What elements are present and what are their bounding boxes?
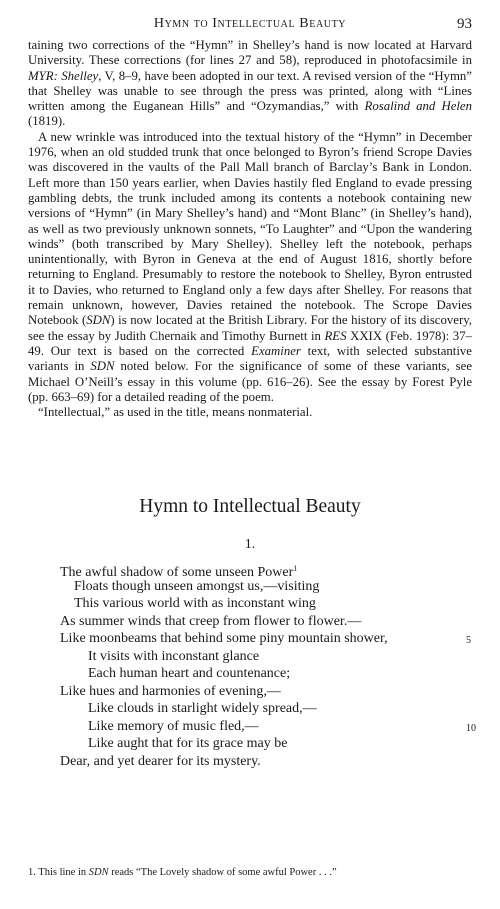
poem-line <box>60 753 480 771</box>
running-title: Hymn to Intellectual Beauty <box>153 16 347 31</box>
text-run: ) is now located at the British Library. For the history of its discovery, see the essay by Judith Chernaik and Timothy Burnett in <box>28 313 472 343</box>
text-run: text, with selected substantive variants in <box>28 343 472 374</box>
italic-text: RES <box>324 328 347 343</box>
poem-line <box>60 718 480 736</box>
poem-line-text: Like moonbeams that behind some piny mountain shower, <box>60 631 388 646</box>
line-number: 10 <box>466 722 476 734</box>
poem-line-text: Like hues and harmonies of evening,— <box>60 683 281 699</box>
poem-line <box>60 648 480 666</box>
text-run: taining two corrections of the “Hymn” in Shelley’s hand is now located at Harvard University. These corrections (for lines 27 and 58), reproduced in photofacsimile in <box>28 38 472 68</box>
headnote-text <box>28 38 472 420</box>
italic-text: SDN <box>86 313 111 328</box>
poem-line <box>60 683 480 701</box>
text-run: noted below. For the significance of some of these variants, see Michael O’Neill’s essay in this volume (pp. 616–26). See the essay by Forest Pyle (pp. 663–69) for a detailed reading of the poem. <box>28 359 472 404</box>
italic-text: SDN <box>90 359 115 374</box>
poem-line <box>60 560 480 578</box>
footnote <box>28 867 472 878</box>
text-run: “Intellectual,” as used in the title, means nonmaterial. <box>38 405 313 420</box>
poem-line-text: Like aught that for its grace may be <box>88 736 288 751</box>
poem-stanza <box>60 560 480 770</box>
italic-text: Rosalind and Helen <box>364 99 473 114</box>
italic-text: Examiner <box>251 343 301 358</box>
poem-line <box>60 595 480 613</box>
poem-line-text: As summer winds that creep from flower to flower.— <box>60 613 362 629</box>
poem-line-text: Dear, and yet dearer for its mystery. <box>60 753 261 769</box>
paragraph <box>28 38 472 130</box>
poem-title: Hymn to Intellectual Beauty <box>139 496 361 517</box>
line-number: 5 <box>466 635 471 646</box>
page-header <box>28 16 472 36</box>
paragraph <box>28 130 472 405</box>
poem-line-text: The awful shadow of some unseen Power <box>60 565 294 580</box>
poem-line-text: Floats though unseen amongst us,—visiting <box>74 578 320 594</box>
italic-text: MYR: Shelley <box>28 68 99 83</box>
text-run: reads “The Lovely shadow of some awful Power . . .” <box>108 867 337 878</box>
poem-line-text: Like memory of music fled,— <box>88 718 259 734</box>
poem-line <box>60 578 480 596</box>
poem-line <box>60 630 480 648</box>
poem-line <box>60 613 480 631</box>
poem-line <box>60 665 480 683</box>
poem-line <box>60 700 480 718</box>
text-run: 1. This line in <box>28 867 89 878</box>
footnote-marker: 1 <box>293 564 298 573</box>
stanza-number: 1. <box>244 537 256 552</box>
text-run: , V, 8–9, have been adopted in our text. A revised version of the “Hymn” that Shelley was unable to see through the press was printed, along with “Lines written among the Euganean Hills” and “Ozymandias,” with <box>28 68 472 114</box>
paragraph <box>28 405 472 420</box>
italic-text: SDN <box>88 867 109 878</box>
text-run: XXIX (Feb. 1978): 37–49. Our text is based on the corrected <box>28 328 472 358</box>
text-run: (1819). <box>28 114 66 129</box>
poem-line-text: Like clouds in starlight widely spread,— <box>88 701 317 716</box>
page-number: 93 <box>457 16 472 32</box>
poem-line-text: It visits with inconstant glance <box>88 648 260 664</box>
text-run: A new wrinkle was introduced into the textual history of the “Hymn” in December 1976, when an old studded trunk that once belonged to Byron’s friend Scrope Davies was discovered in the vaults of the Pall Mall branch of Barclay’s Bank in London. Left more than 150 years earlier, when Davies hastily fled England to evade pressing gambling debts, the trunk included among its contents a notebook containing new versions of “Hymn” (in Mary Shelley’s hand) and “Mont Blanc” (in Shelley’s hand), as well as two previously unknown sonnets, “To Laughter” and “Upon the wandering winds” (both transcribed by Mary Shelley). Shelley left the notebook, perhaps unintentionally, with Byron in Geneva at the end of August 1816, shortly before returning to England. Presumably to restore the notebook to Shelley, Byron entrusted it to Davies, who returned to England only a few days after Shelley. For reasons that remain unknown, however, Davies retained the notebook. The Scrope Davies Notebook ( <box>28 129 472 328</box>
poem-line <box>60 735 480 753</box>
poem-line-text: Each human heart and countenance; <box>88 666 291 681</box>
poem-line-text: This various world with as inconstant wing <box>74 596 316 611</box>
